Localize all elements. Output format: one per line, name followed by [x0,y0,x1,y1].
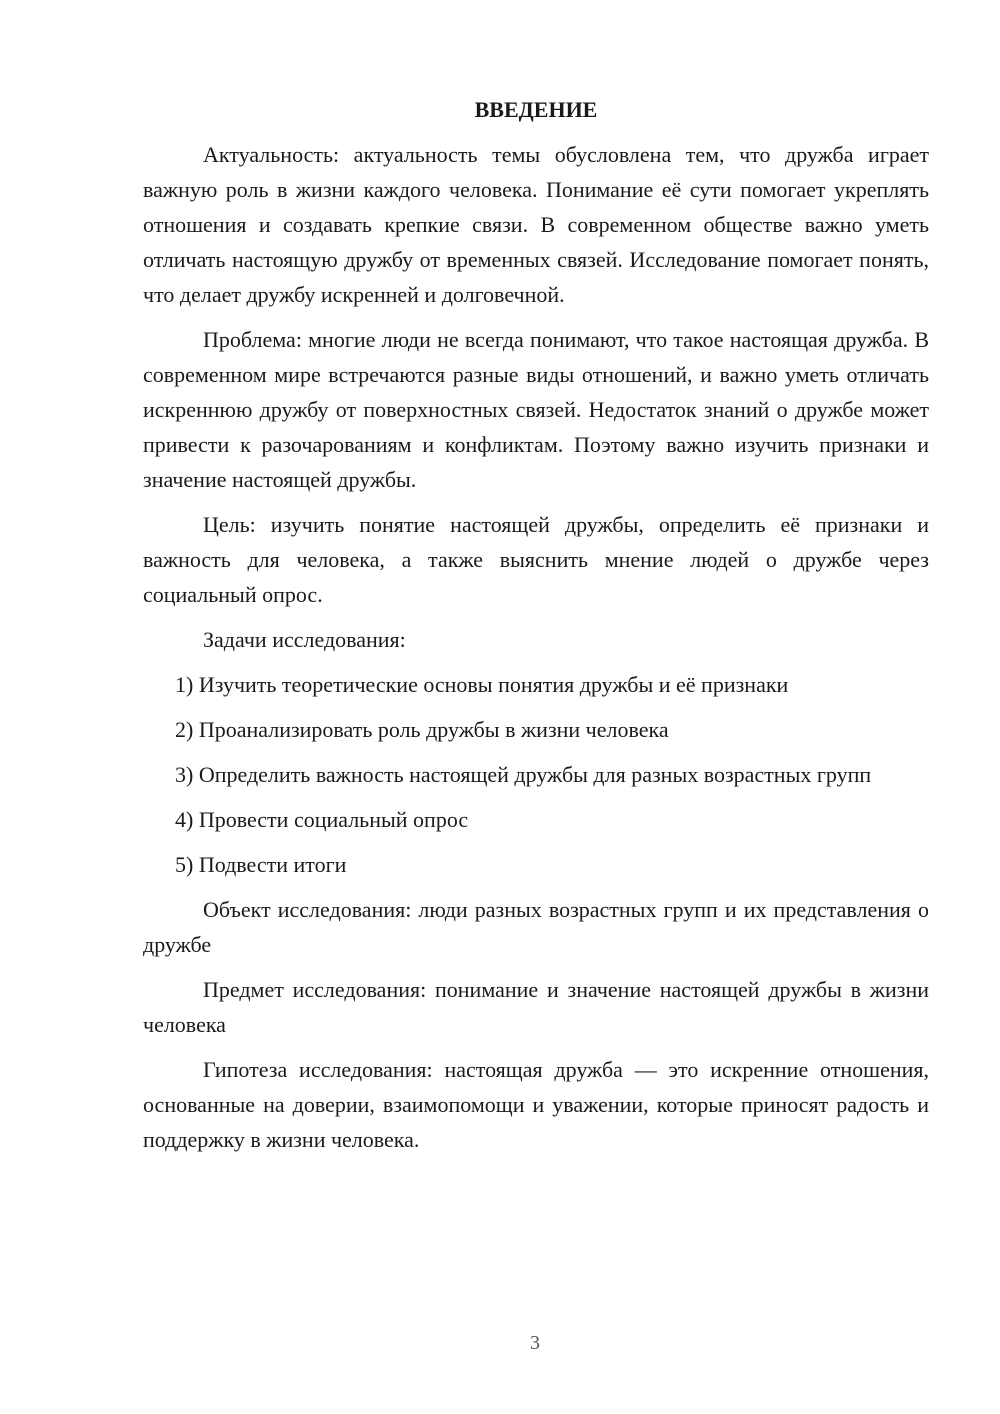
relevance-paragraph: Актуальность: актуальность темы обусловлена тем, что дружба играет важную роль в жизни каждого человека. Понимание её сути помогает укреплять отношения и создавать крепкие связи. В современном обществе важно уметь отличать настоящую дружбу от временных связей. Исследование помогает понять, что делает дружбу искренней и долговечной. [143,142,929,307]
problem-paragraph: Проблема: многие люди не всегда понимают, что такое настоящая дружба. В современном мире встречаются разные виды отношений, и важно уметь отличать искреннюю дружбу от поверхностных связей. Недостаток знаний о дружбе может привести к разочарованиям и конфликтам. Поэтому важно изучить признаки и значение настоящей дружбы. [143,327,929,492]
hypothesis-paragraph: Гипотеза исследования: настоящая дружба — это искренние отношения, основанные на доверии, взаимопомощи и уважении, которые приносят радость и поддержку в жизни человека. [143,1057,929,1152]
task-item-2: 2) Проанализировать роль дружбы в жизни человека [175,717,669,742]
tasks-heading: Задачи исследования: [203,627,406,652]
subject-paragraph: Предмет исследования: понимание и значение настоящей дружбы в жизни человека [143,977,929,1037]
task-item-1: 1) Изучить теоретические основы понятия дружбы и её признаки [175,672,789,697]
document-page [143,95,929,1167]
object-paragraph: Объект исследования: люди разных возрастных групп и их представления о дружбе [143,897,929,957]
task-item-5: 5) Подвести итоги [175,852,347,877]
task-item-4: 4) Провести социальный опрос [175,807,469,832]
task-item-3: 3) Определить важность настоящей дружбы для разных возрастных групп [175,762,872,787]
section-title: ВВЕДЕНИЕ [474,97,598,122]
goal-paragraph: Цель: изучить понятие настоящей дружбы, определить её признаки и важность для человека, а также выяснить мнение людей о дружбе через социальный опрос. [143,512,929,607]
page-number: 3 [530,1332,540,1354]
